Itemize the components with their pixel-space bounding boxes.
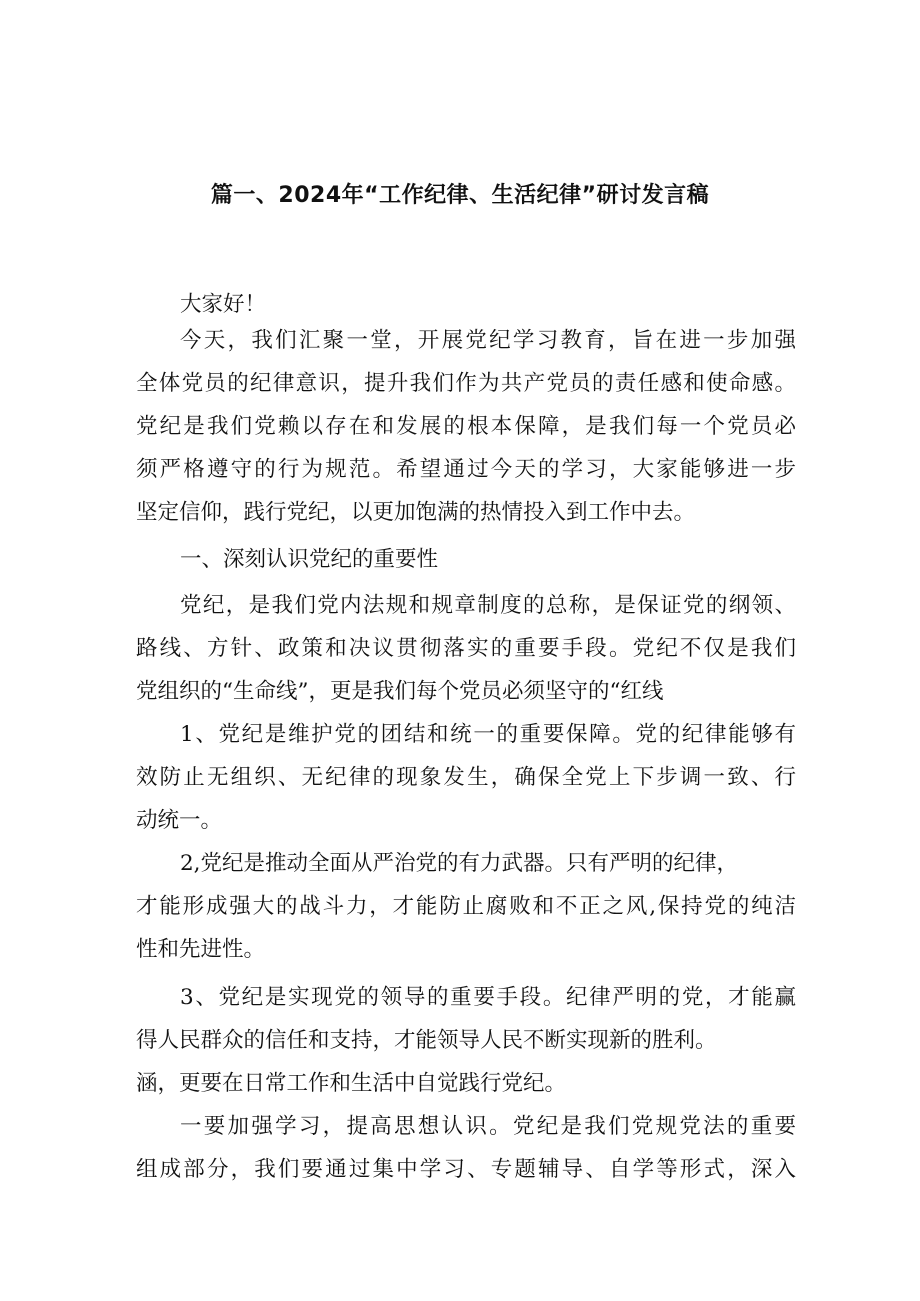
document-title: 篇一、2024年“工作纪律、生活纪律”研讨发言稿 <box>210 183 710 208</box>
paragraph-line: 组成部分，我们要通过集中学习、专题辅导、自学等形式，深入 <box>136 1157 796 1182</box>
paragraph-line: 路线、方针、政策和决议贯彻落实的重要手段。党纪不仅是我们 <box>136 636 796 661</box>
paragraph-line: 1、党纪是维护党的团结和统一的重要保障。党的纪律能够有 <box>180 722 796 747</box>
paragraph-line: 3、党纪是实现党的领导的重要手段。纪律严明的党，才能赢 <box>180 985 796 1010</box>
paragraph-line: 今天，我们汇聚一堂，开展党纪学习教育，旨在进一步加强 <box>180 328 796 353</box>
paragraph-line: 党纪，是我们党内法规和规章制度的总称，是保证党的纲领、 <box>180 593 796 618</box>
paragraph-line: 动统一。 <box>136 808 223 833</box>
paragraph-line: 才能形成强大的战斗力，才能防止腐败和不正之风,保持党的纯洁 <box>136 894 796 919</box>
paragraph-line: 全体党员的纪律意识，提升我们作为共产党员的责任感和使命感。 <box>136 371 796 396</box>
paragraph-line: 得人民群众的信任和支持，才能领导人民不断实现新的胜利。 <box>136 1028 717 1053</box>
paragraph-line: 一要加强学习，提高思想认识。党纪是我们党规党法的重要 <box>180 1114 796 1139</box>
paragraph-line: 性和先进性。 <box>136 937 266 962</box>
paragraph-line: 涵，更要在日常工作和生活中自觉践行党纪。 <box>136 1071 567 1096</box>
paragraph-line: 党纪是我们党赖以存在和发展的根本保障，是我们每一个党员必 <box>136 414 796 439</box>
paragraph-line: 坚定信仰，践行党纪，以更加饱满的热情投入到工作中去。 <box>136 500 696 525</box>
paragraph-line: 须严格遵守的行为规范。希望通过今天的学习，大家能够进一步 <box>136 457 796 482</box>
paragraph-line: 2,党纪是推动全面从严治党的有力武器。只有严明的纪律， <box>180 851 739 876</box>
paragraph-line: 效防止无组织、无纪律的现象发生，确保全党上下步调一致、行 <box>136 765 796 790</box>
section-heading: 一、深刻认识党纪的重要性 <box>180 547 439 572</box>
paragraph-line: 党组织的“生命线”，更是我们每个党员必须坚守的“红线 <box>136 679 664 704</box>
greeting-line: 大家好！ <box>180 292 267 317</box>
